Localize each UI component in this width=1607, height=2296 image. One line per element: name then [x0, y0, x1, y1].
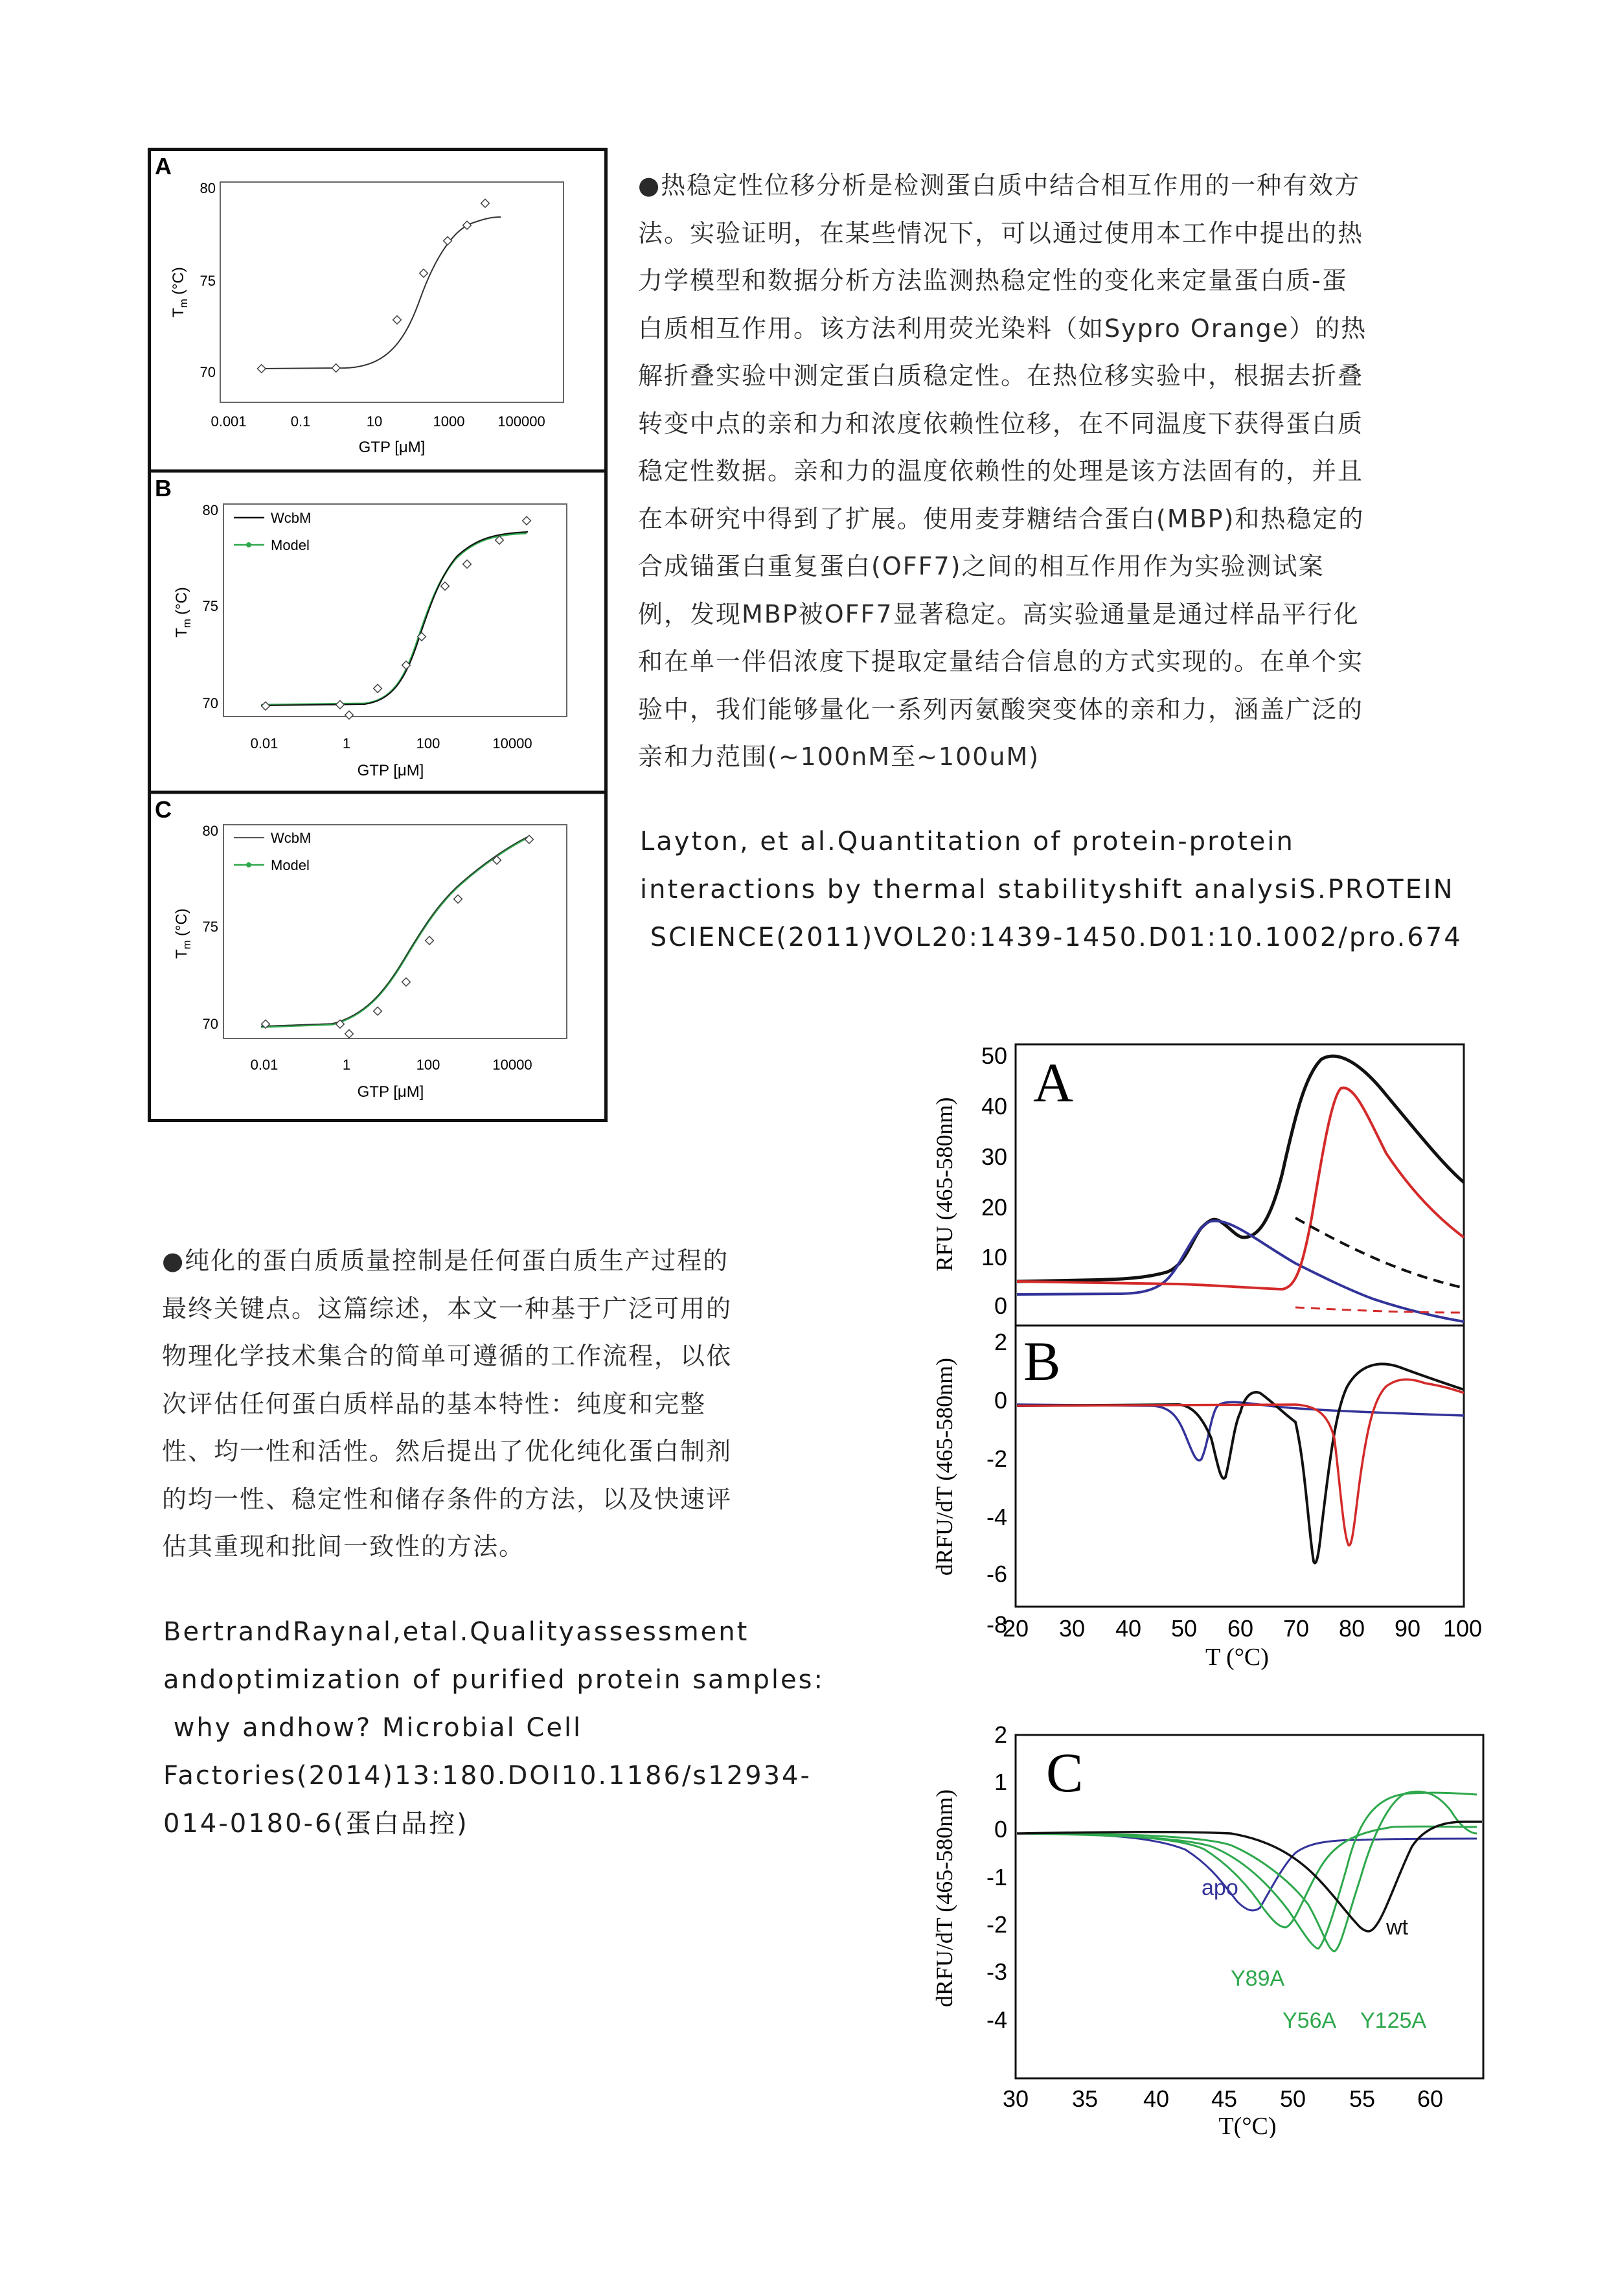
curve-label-apo: apo [1202, 1876, 1238, 1900]
panel-a-label: A [155, 153, 172, 179]
right-panel-a [931, 1042, 1464, 1326]
x-tick-label: 40 [1143, 2085, 1170, 2112]
curve-y89a [1017, 1826, 1477, 1927]
text-line: 的均一性、稳定性和储存条件的方法，以及快速评 [162, 1484, 733, 1513]
x-tick-label: 0.01 [250, 1057, 279, 1073]
right-panel-b [931, 1326, 1482, 1671]
svg-text:Tm(°C): $T_m(^\circ C)$ [173, 587, 193, 637]
x-tick-label: 70 [1282, 1615, 1310, 1642]
x-tick-label: 30 [1058, 1615, 1086, 1642]
y-tick-label: 2 [994, 1329, 1007, 1355]
text-line: 亲和力范围(~100nM至~100uM) [638, 742, 1040, 771]
y-axis-label [173, 587, 193, 637]
text-line: ●热稳定性位移分析是检测蛋白质中结合相互作用的一种有效方 [638, 171, 1361, 200]
x-tick-label: 0.1 [290, 413, 311, 430]
svg-text:Tm(°C): $T_m(^\circ C)$ [170, 267, 190, 317]
y-tick-label: 0 [994, 1816, 1007, 1843]
y-tick-label: -4 [986, 1504, 1007, 1530]
y-tick-label: -4 [986, 2006, 1007, 2033]
text-line: 稳定性数据。亲和力的温度依赖性的处理是该方法固有的，并且 [638, 457, 1364, 485]
panel-b [151, 471, 604, 779]
y-tick-label: 80 [202, 502, 218, 518]
text-line: 次评估任何蛋白质样品的基本特性：纯度和完整 [162, 1389, 707, 1418]
x-tick-label: 50 [1279, 2085, 1306, 2112]
y-tick-label: -6 [986, 1561, 1007, 1587]
y-tick-label: 1 [994, 1769, 1007, 1795]
y-tick-label: 70 [199, 364, 216, 380]
y-axis-label [173, 908, 193, 959]
y-tick-label: -3 [986, 1958, 1007, 1985]
right-figure-svg [907, 1024, 1496, 2138]
wcbm-curve [261, 532, 528, 706]
y-tick-label: -8 [986, 1611, 1007, 1638]
x-tick-label: 45 [1211, 2085, 1238, 2112]
x-tick-label: 10 [366, 413, 383, 430]
citation-line: SCIENCE(2011)VOL20:1439-1450.D01:10.1002/pro.674 [640, 923, 1463, 952]
y-tick-label: 0 [994, 1292, 1007, 1319]
x-tick-label: 40 [1115, 1615, 1142, 1642]
citation-line: Factories(2014)13:180.DOI10.1186/s12934- [163, 1761, 812, 1791]
citation-line: Layton, et al.Quantitation of protein-protein [640, 827, 1295, 856]
panel-c [151, 792, 604, 1101]
text-line: 估其重现和批间一致性的方法。 [162, 1532, 525, 1561]
citation-line: andoptimization of purified protein samples: [163, 1665, 825, 1695]
x-tick-label: 1 [342, 735, 351, 752]
y-tick-label: 80 [199, 180, 216, 196]
y-tick-label: -2 [986, 1911, 1007, 1938]
x-axis-label: T(°C) [1218, 2113, 1277, 2138]
x-tick-label: 80 [1338, 1615, 1365, 1642]
x-tick-label: 0.01 [250, 735, 279, 752]
left-figure [148, 148, 608, 1122]
text-block-thermal-shift [638, 162, 1483, 781]
y-tick-label: 70 [202, 695, 218, 711]
x-tick-label: 100 [416, 1057, 440, 1073]
y-tick-label: 80 [202, 823, 218, 839]
x-tick-label: 0.001 [211, 413, 247, 430]
legend-model: Model [271, 857, 310, 873]
text-line: 法。实验证明，在某些情况下，可以通过使用本工作中提出的热 [638, 218, 1364, 247]
panel-b-label: B [155, 475, 172, 501]
citation-line: 014-0180-6(蛋白品控) [163, 1809, 469, 1839]
citation-raynal [163, 1608, 876, 1848]
x-tick-label: 35 [1071, 2085, 1099, 2112]
y-tick-label: -2 [986, 1445, 1007, 1472]
y-tick-label: -1 [986, 1864, 1007, 1890]
model-curve [261, 533, 527, 705]
citation-line: why andhow? Microbial Cell [163, 1713, 583, 1743]
left-figure-svg [151, 151, 604, 1119]
paragraph-quality-control [162, 1237, 849, 1571]
fit-curve [261, 217, 501, 369]
y-tick-label: 50 [981, 1042, 1007, 1069]
data-markers [257, 199, 489, 373]
text-line: 性、均一性和活性。然后提出了优化纯化蛋白制剂 [162, 1437, 733, 1465]
curve-black-dashed [1295, 1218, 1464, 1288]
y-tick-label: 75 [202, 919, 218, 935]
y-axis-label [931, 1097, 957, 1272]
text-line: 和在单一伴侣浓度下提取定量结合信息的方式实现的。在单个实 [638, 647, 1364, 676]
y-tick-label: 40 [981, 1093, 1007, 1119]
text-line: 白质相互作用。该方法利用荧光染料（如Sypro Orange）的热 [638, 314, 1367, 343]
x-axis-label: GTP [μM] [358, 439, 426, 456]
citation-line: interactions by thermal stabilityshift analysiS.PROTEIN [640, 875, 1455, 904]
svg-text:Tm(°C): $T_m(^\circ C)$ [173, 908, 193, 959]
x-tick-label: 60 [1227, 1615, 1254, 1642]
x-tick-label: 100 [416, 735, 440, 752]
svg-text:RFU (465-580nm): RFU (465-580nm) [931, 1097, 957, 1272]
x-tick-label: 1 [342, 1057, 351, 1073]
x-tick-label: 100 [1442, 1615, 1483, 1642]
curve-apo [1017, 1833, 1477, 1911]
legend-model: Model [271, 537, 310, 553]
y-axis-label [931, 1358, 957, 1576]
text-line: 力学模型和数据分析方法监测热稳定性的变化来定量蛋白质-蛋 [638, 266, 1348, 295]
x-tick-label: 100000 [497, 413, 545, 430]
text-line: 物理化学技术集合的简单可遵循的工作流程，以依 [162, 1342, 733, 1370]
y-tick-label: 70 [202, 1016, 218, 1032]
y-tick-label: 20 [981, 1194, 1007, 1221]
x-tick-label: 90 [1394, 1615, 1421, 1642]
x-tick-label: 50 [1170, 1615, 1198, 1642]
y-tick-label: 0 [994, 1387, 1007, 1414]
legend-wcbm: WcbM [271, 830, 312, 846]
y-axis-label [170, 267, 190, 317]
right-panel-a-label: A [1033, 1051, 1074, 1114]
paragraph-thermal-shift [638, 162, 1483, 781]
curve-label-y125a: Y125A [1360, 2008, 1427, 2033]
x-tick-label: 60 [1417, 2085, 1444, 2112]
citation-layton [640, 818, 1501, 961]
text-block-quality-control [162, 1237, 849, 1571]
right-panel-c-label: C [1046, 1741, 1084, 1804]
y-tick-label: 75 [202, 598, 218, 614]
x-tick-label: 10000 [492, 735, 532, 752]
right-panel-b-label: B [1023, 1330, 1061, 1392]
x-axis-label: GTP [μM] [357, 1083, 424, 1101]
right-figure [907, 1024, 1496, 2138]
x-tick-label: 1000 [433, 413, 465, 430]
text-line: ●纯化的蛋白质质量控制是任何蛋白质生产过程的 [162, 1246, 729, 1275]
text-line: 例，发现MBP被OFF7显著稳定。高实验通量是通过样品平行化 [638, 599, 1360, 628]
x-tick-label: 55 [1349, 2085, 1376, 2112]
text-line: 转变中点的亲和力和浓度依赖性位移，在不同温度下获得蛋白质 [638, 409, 1364, 438]
panel-a [155, 153, 564, 456]
x-tick-label: 20 [1002, 1615, 1029, 1642]
x-tick-label: 30 [1002, 2085, 1029, 2112]
curve-label-y56a: Y56A [1282, 2008, 1337, 2033]
legend-wcbm: WcbM [271, 510, 312, 526]
svg-text:dRFU/dT (465-580nm): dRFU/dT (465-580nm) [931, 1789, 957, 2008]
curve-red-dashed [1295, 1307, 1464, 1313]
curve-black [1017, 1364, 1464, 1563]
x-axis-label: T (°C) [1205, 1644, 1269, 1671]
text-line: 在本研究中得到了扩展。使用麦芽糖结合蛋白(MBP)和热稳定的 [638, 504, 1365, 533]
y-tick-label: 2 [994, 1721, 1007, 1748]
y-axis-label [931, 1789, 957, 2007]
text-line: 解折叠实验中测定蛋白质稳定性。在热位移实验中，根据去折叠 [638, 362, 1364, 390]
y-tick-label: 75 [199, 273, 216, 289]
text-line: 最终关键点。这篇综述，本文一种基于广泛可用的 [162, 1294, 733, 1323]
panel-c-label: C [155, 796, 172, 823]
curve-label-y89a: Y89A [1231, 1966, 1285, 1991]
text-line: 验中，我们能够量化一系列丙氨酸突变体的亲和力，涵盖广泛的 [638, 695, 1364, 724]
x-axis-label: GTP [μM] [357, 762, 424, 779]
text-line: 合成锚蛋白重复蛋白(OFF7)之间的相互作用作为实验测试案 [638, 552, 1325, 580]
curve-label-wt: wt [1386, 1915, 1408, 1940]
citation-line: BertrandRaynal,etal.Qualityassessment [163, 1617, 749, 1647]
right-panel-c [931, 1721, 1483, 2138]
svg-text:dRFU/dT (465-580nm): dRFU/dT (465-580nm) [931, 1357, 957, 1576]
y-tick-label: 30 [981, 1143, 1007, 1170]
y-tick-label: 10 [981, 1244, 1007, 1270]
curve-red [1017, 1088, 1464, 1289]
x-tick-label: 10000 [492, 1057, 532, 1073]
